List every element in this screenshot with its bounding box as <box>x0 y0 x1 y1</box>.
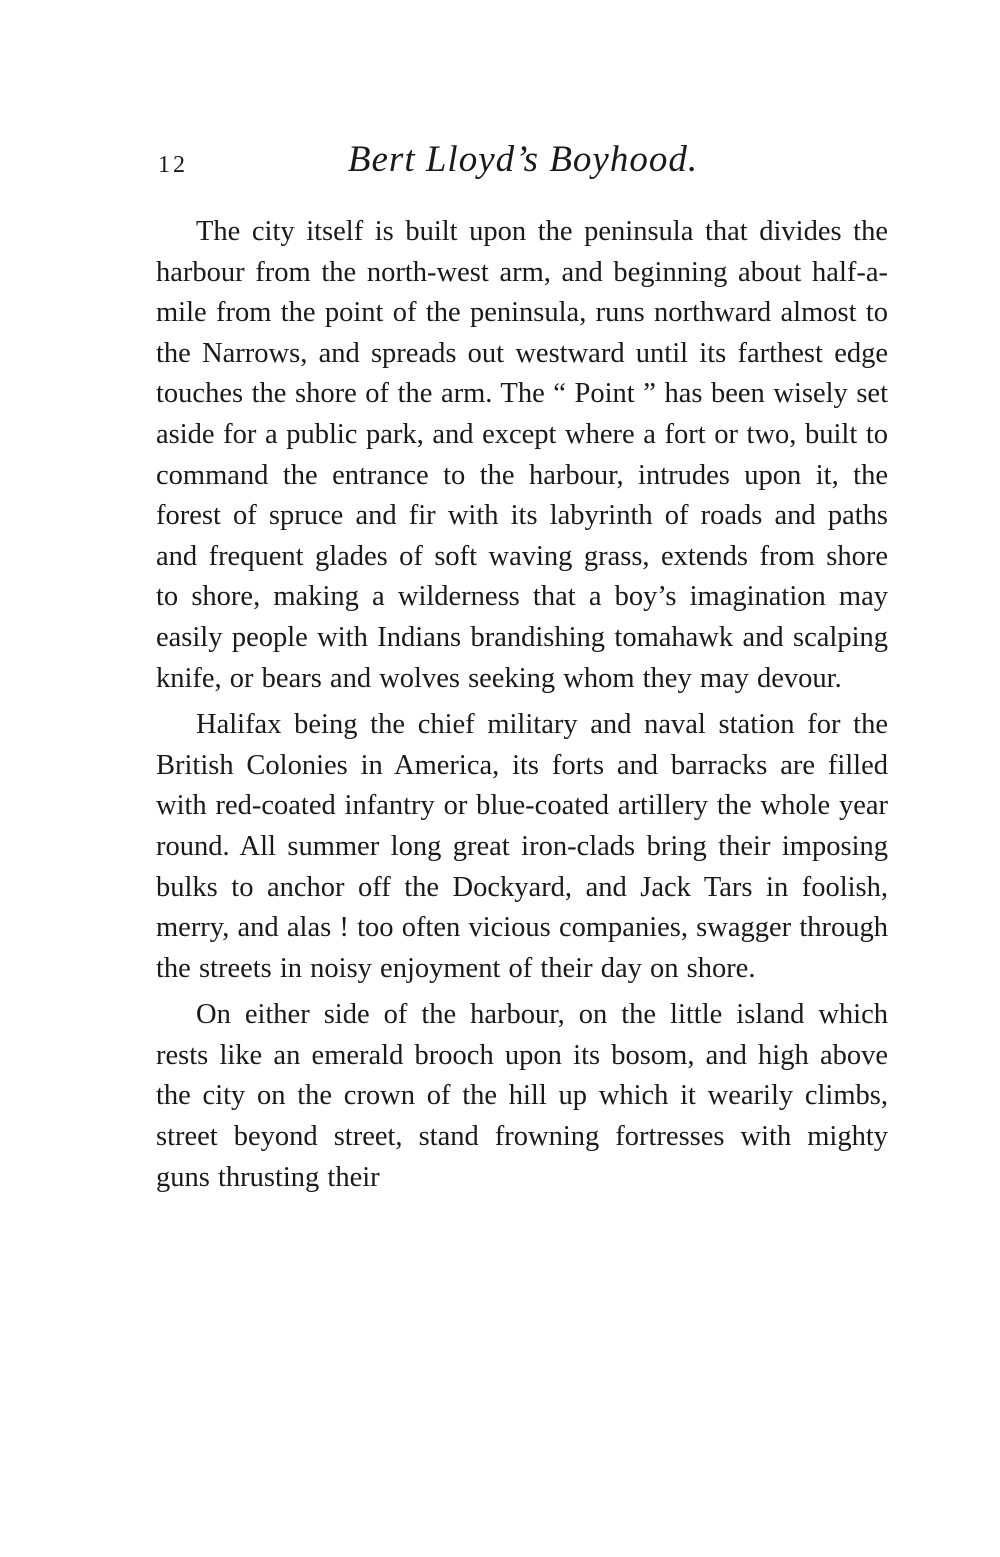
running-title: Bert Lloyd’s Boyhood. <box>347 139 699 180</box>
body-text <box>156 212 888 1198</box>
paragraph-fortresses: On either side of the harbour, on the little island which rests like an emerald brooch upon its bosom, and high above the city on the crown of the hill up which it wearily climbs, street beyond street, stand frowning fortresses with mighty guns thrusting their <box>156 999 888 1193</box>
running-head <box>158 138 888 188</box>
page-number: 12 <box>158 152 188 178</box>
paragraph-military-station: Halifax being the chief military and naval station for the British Colonies in America, its forts and barracks are filled with red-coated infantry or blue-coated artillery the whole year round. All summer long great iron-clads bring their imposing bulks to anchor off the Dockyard, and Jack Tars in foolish, merry, and alas ! too often vicious companies, swagger through the streets in noisy enjoyment of their day on shore. <box>156 709 888 984</box>
paragraph-city-peninsula: The city itself is built upon the peninsula that divides the harbour from the north-west arm, and beginning about half-a-mile from the point of the peninsula, runs northward almost to the Narrows, and spreads out westward until its farthest edge touches the shore of the arm. The “ Point ” has been wisely set aside for a public park, and except where a fort or two, built to command the entrance to the harbour, intrudes upon it, the forest of spruce and fir with its labyrinth of roads and paths and frequent glades of soft waving grass, extends from shore to shore, making a wilderness that a boy’s imagination may easily people with Indians brandishing tomahawk and scalping knife, or bears and wolves seeking whom they may devour. <box>156 216 888 694</box>
